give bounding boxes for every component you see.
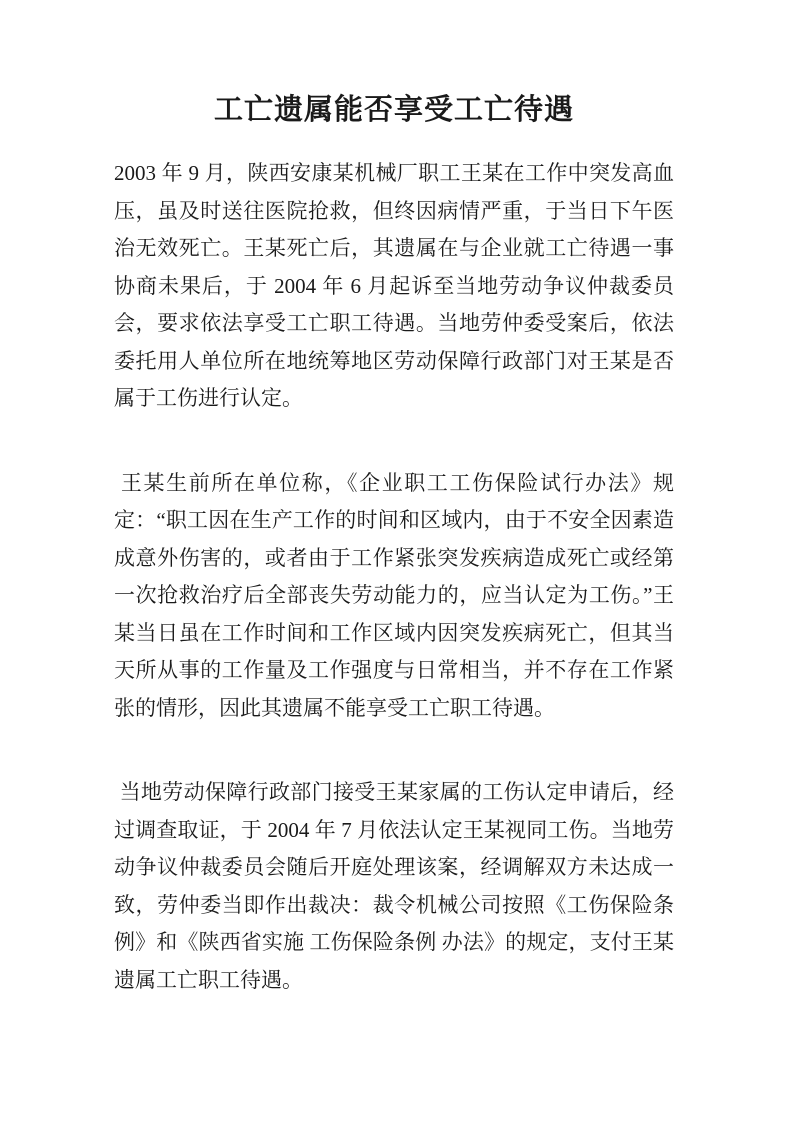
paragraph-employer-argument: 王某生前所在单位称，《企业职工工伤保险试行办法》规定：“职工因在生产工作的时间和区域内，由于不安全因素造成意外伤害的，或者由于工作紧张突发疾病造成死亡或经第一次抢救治疗后全部丧失劳动能力的，应当认定为工伤。”王某当日虽在工作时间和工作区域内因突发疾病死亡，但其当天所从事的工作量及工作强度与日常相当，并不存在工作紧张的情形，因此其遗属不能享受工亡职工待遇。 [114, 470, 675, 720]
document-title: 工亡遗属能否享受工亡待遇 [213, 94, 574, 126]
paragraph-ruling: 当地劳动保障行政部门接受王某家属的工伤认定申请后，经过调查取证，于 2004 年 7 月依法认定王某视同工伤。当地劳动争议仲裁委员会随后开庭处理该案，经调解双方未达成一致，劳仲委当即作出裁决：裁令机械公司按照《工伤保险条例》和《陕西省实施 工伤保险条例 办法》的规定，支付王某遗属工亡职工待遇。 [114, 780, 675, 992]
paragraph-case-background: 2003 年 9 月，陕西安康某机械厂职工王某在工作中突发高血压，虽及时送往医院抢救，但终因病情严重，于当日下午医治无效死亡。王某死亡后，其遗属在与企业就工亡待遇一事协商未果后，于 2004 年 6 月起诉至当地劳动争议仲裁委员会，要求依法享受工亡职工待遇。当地劳仲委受案后，依法委托用人单位所在地统筹地区劳动保障行政部门对王某是否属于工伤进行认定。 [114, 161, 674, 410]
